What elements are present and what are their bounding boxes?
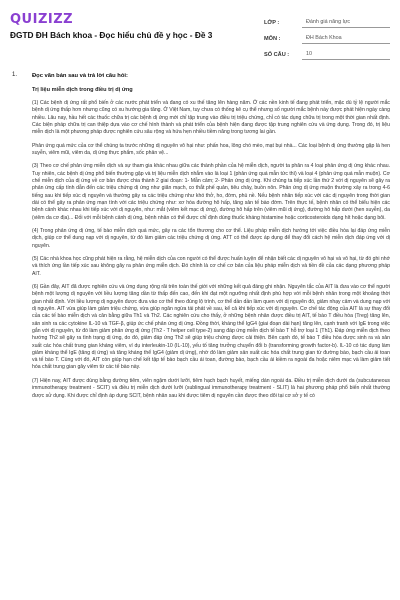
meta-row-subject xyxy=(264,28,390,44)
meta-value-field: ĐH Bách Khoa xyxy=(302,35,390,44)
passage-title: Trị liệu miễn dịch trong điều trị dị ứng xyxy=(32,87,133,93)
passage-paragraph: (1) Các bệnh dị ứng rất phổ biến ở các nước phát triển và đang có xu thế tăng lên hàng năm. Ở các nền kinh tế đang phát triển, mặc dù tỷ lệ người mắc bệnh dị ứng thấp hơn nhưng cũng có xu hướng gia tăng. Ở Việt Nam, tuy chưa có thống kê cụ thể nhưng số người mắc bệnh này được phát hiện ngày càng nhiều. Lâu nay, hầu hết các thuốc chữa trị các bệnh dị ứng mới chỉ tập trung vào điều trị triệu chứng, chỉ có tác dụng chữa trị trong một thời gian nhất định. Các biện pháp chữa trị can thiệp dựa vào cơ chế hình thành và phát triển của bệnh hiện đang được tập trung nghiên cứu và ứng dụng. Trong đó, trị liệu miễn dịch là một phương pháp được nghiên cứu sâu rộng và hứa hẹn nhiều tiềm năng trong tương lai gần. xyxy=(32,100,390,136)
passage-paragraph: (3) Theo cơ chế phản ứng miễn dịch và sự tham gia khác nhau giữa các thành phần của hệ miễn dịch, người ta phân ra 4 loại phản ứng dị ứng khác nhau. Tuy nhiên, các bệnh dị ứng phổ biến thường gặp và trị liệu miễn dịch nhắm vào là loại 1 (phản ứng quá mẫn tức thì) và loại 4 (phản ứng quá mẫn muộn). Cơ chế miễn dịch của dị ứng về cơ bản được chia thành 2 giai đoạn: 1- Mẫn cảm; 2- Phản ứng dị ứng. Khi chúng ta tiếp xúc lần thứ 2 với dị nguyên sẽ gây ra phản ứng cấp tính dẫn đến các triệu chứng dị ứng như giãn mạch, co thắt phế quản, tiêu chảy, buồn nôn. Phản ứng dị ứng muộn thường xảy ra trong 4-6 tiếng sau khi tiếp xúc dị nguyên và thường gây ra các triệu chứng như khó thở, ho, đờm, phù nề. Nếu bệnh nhân tiếp xúc với các dị nguyên trong thời gian dài có thể gây ra phản ứng mạn tính với các triệu chứng như: xơ hóa đường hô hấp, tăng sản tế bào đờm. Trên thực tế, bệnh nhân có thể biểu hiện các bệnh cảnh khác nhau khi tiếp xúc với dị nguyên, như: mắt (viêm kết mạc dị ứng), đường hô hấp trên (viêm mũi dị ứng), đường hô hấp dưới (hen suyễn), da (viêm da cơ địa)... Đối với mỗi bệnh cảnh dị ứng, bệnh nhân có thể được chỉ định dùng thuốc kháng histamine hoặc corticosteroids dạng hít hoặc dạng bôi. xyxy=(32,163,390,221)
brand-logo: QUIZIZZ xyxy=(10,12,74,27)
header xyxy=(0,0,400,62)
meta-value-field: Đánh giá năng lực xyxy=(302,19,390,28)
question-heading: Đọc văn bản sau và trả lời câu hỏi: xyxy=(32,73,128,79)
passage-paragraph: (4) Trong phản ứng dị ứng, tế bào miễn dịch quá mức, gây ra các tổn thương cho cơ thể. Liệu pháp miễn dịch hướng tới việc điều hòa lại đáp ứng miễn dịch, giúp cơ thể dung nạp với dị nguyên, từ đó làm giảm các triệu chứng dị ứng. ATT có thể được áp dụng để thay đổi cách hệ miễn dịch đáp ứng với dị nguyên. xyxy=(32,228,390,249)
passage-paragraph: (5) Các nhà khoa học cũng phát hiện ra rằng, hệ miễn dịch của con người có thể được huấn luyện để nhận biết các dị nguyên vô hại và vô hại, từ đó ghi nhớ và thích ứng lần tiếp xúc sau không gây ra phản ứng miễn dịch. Đó chính là cơ chế cơ bản của liệu pháp miễn dịch và tiền đề của các dạng phương pháp AIT. xyxy=(32,256,390,277)
question-number: 1. xyxy=(12,72,18,78)
meta-block xyxy=(264,12,390,60)
question-1 xyxy=(0,72,400,400)
meta-label: MÔN : xyxy=(264,36,281,42)
meta-row-class xyxy=(264,12,390,28)
passage-paragraph: (6) Gần đây, AIT đã được nghiên cứu và ứng dụng rộng rãi trên toàn thế giới với những kết quả đáng ghi nhận. Nguyên tắc của AIT là đưa vào cơ thể người bệnh một lượng dị nguyên với liều lượng tăng dần từ thấp đến cao, đến khi đạt một ngưỡng nhất định phù hợp với mỗi bệnh nhân trong một khoảng thời gian nhất định. Với liều lượng dị nguyên được đưa vào cơ thể theo đúng lộ trình, cơ thể dần dần làm quen với dị nguyên đó, giảm nhạy cảm và dung nạp với dị nguyên. AIT vừa giúp làm giảm triệu chứng, vừa giúp ngăn ngừa tái phát về sau, kể cả khi tiếp xúc với dị nguyên. Cơ chế tác động của AIT là sự thay đổi của các tế bào miễn dịch và cân bằng giữa Th1 và Th2. Các nghiên cứu cho thấy, ở những bệnh nhân được điều trị AIT, tế bào T điều hòa (Treg) tăng lên, sản sinh ra các cytokine IL-10 và TGF-β, giúp ức chế phản ứng dị ứng. Đồng thời, kháng thể IgG4 (giai đoạn dài hạn) tăng lên, cạnh tranh với IgE trong việc gắn với dị nguyên, từ đó làm giảm phản ứng dị ứng (Th2 - T helper cell type-2) sang đáp ứng miễn dịch tế bào T hỗ trợ loại 1 (Th1). Đáp ứng miễn dịch theo hướng Th2 sẽ gây ra tình trạng dị ứng, do đó, giảm đáp ứng Th2 sẽ giúp triệu chứng được cải thiện. Bên cạnh đó, tế bào T điều hòa được sinh ra và sản xuất các hóa chất trung gian kháng viêm, ví dụ interleukin-10 (IL-10), yếu tố tăng trưởng chuyển đổi b (transforming growth factor-b). IL-10 có tác dụng làm giảm kháng thể IgE (tăng dị ứng) và tăng kháng thể IgG4 (giảm dị ứng), nhờ đó làm giảm sản xuất các hóa chất trung gian từ đường bào, bạch cầu ái toan và tế bào T. Cùng với đó, AIT còn giúp hạn chế kết tập tế bào bạch cầu ái toan, đường bào, bạch cầu ái kiềm ra ngoài đa hoặc niêm mạc và làm giảm tiết hóa chất trung gian gây viêm từ các tế bào này. xyxy=(32,284,391,371)
passage-paragraph: (7) Hiện nay, AIT được dùng bằng đường tiêm, viên ngậm dưới lưỡi, tiêm hạch bạch huyết, miếng dán ngoài da. Điều trị miễn dịch dưới da (subcutaneous immunotherapy treatment - SCIT) và điều trị miễn dịch dưới lưỡi (sublingual immunotherapy treatment - SLIT) là hai phương pháp phổ biến nhất thường được sử dụng. Khi được chỉ định áp dụng SCIT, bệnh nhân sau khi được tiêm dị nguyên cần được theo dõi tại cơ sở y tế có xyxy=(32,377,390,399)
question-body xyxy=(32,72,390,400)
document-title: ĐGTD ĐH Bách khoa - Đọc hiểu chủ đề y học - Đề 3 xyxy=(10,30,213,40)
content xyxy=(0,72,400,406)
meta-label: SỐ CÂU : xyxy=(264,52,290,58)
meta-value-field: 10 xyxy=(302,51,390,60)
meta-row-question-count xyxy=(264,44,390,60)
meta-label: LỚP : xyxy=(264,20,280,26)
passage-paragraph: Phản ứng quá mức của cơ thể chúng ta trước những dị nguyên vô hại như: phấn hoa, lông chó mèo, mạt bụi nhà... Các loại bệnh dị ứng thường gặp là hen suyễn, viêm mũi, viêm da, dị ứng thực phẩm, sốc phản vệ... xyxy=(32,142,390,156)
